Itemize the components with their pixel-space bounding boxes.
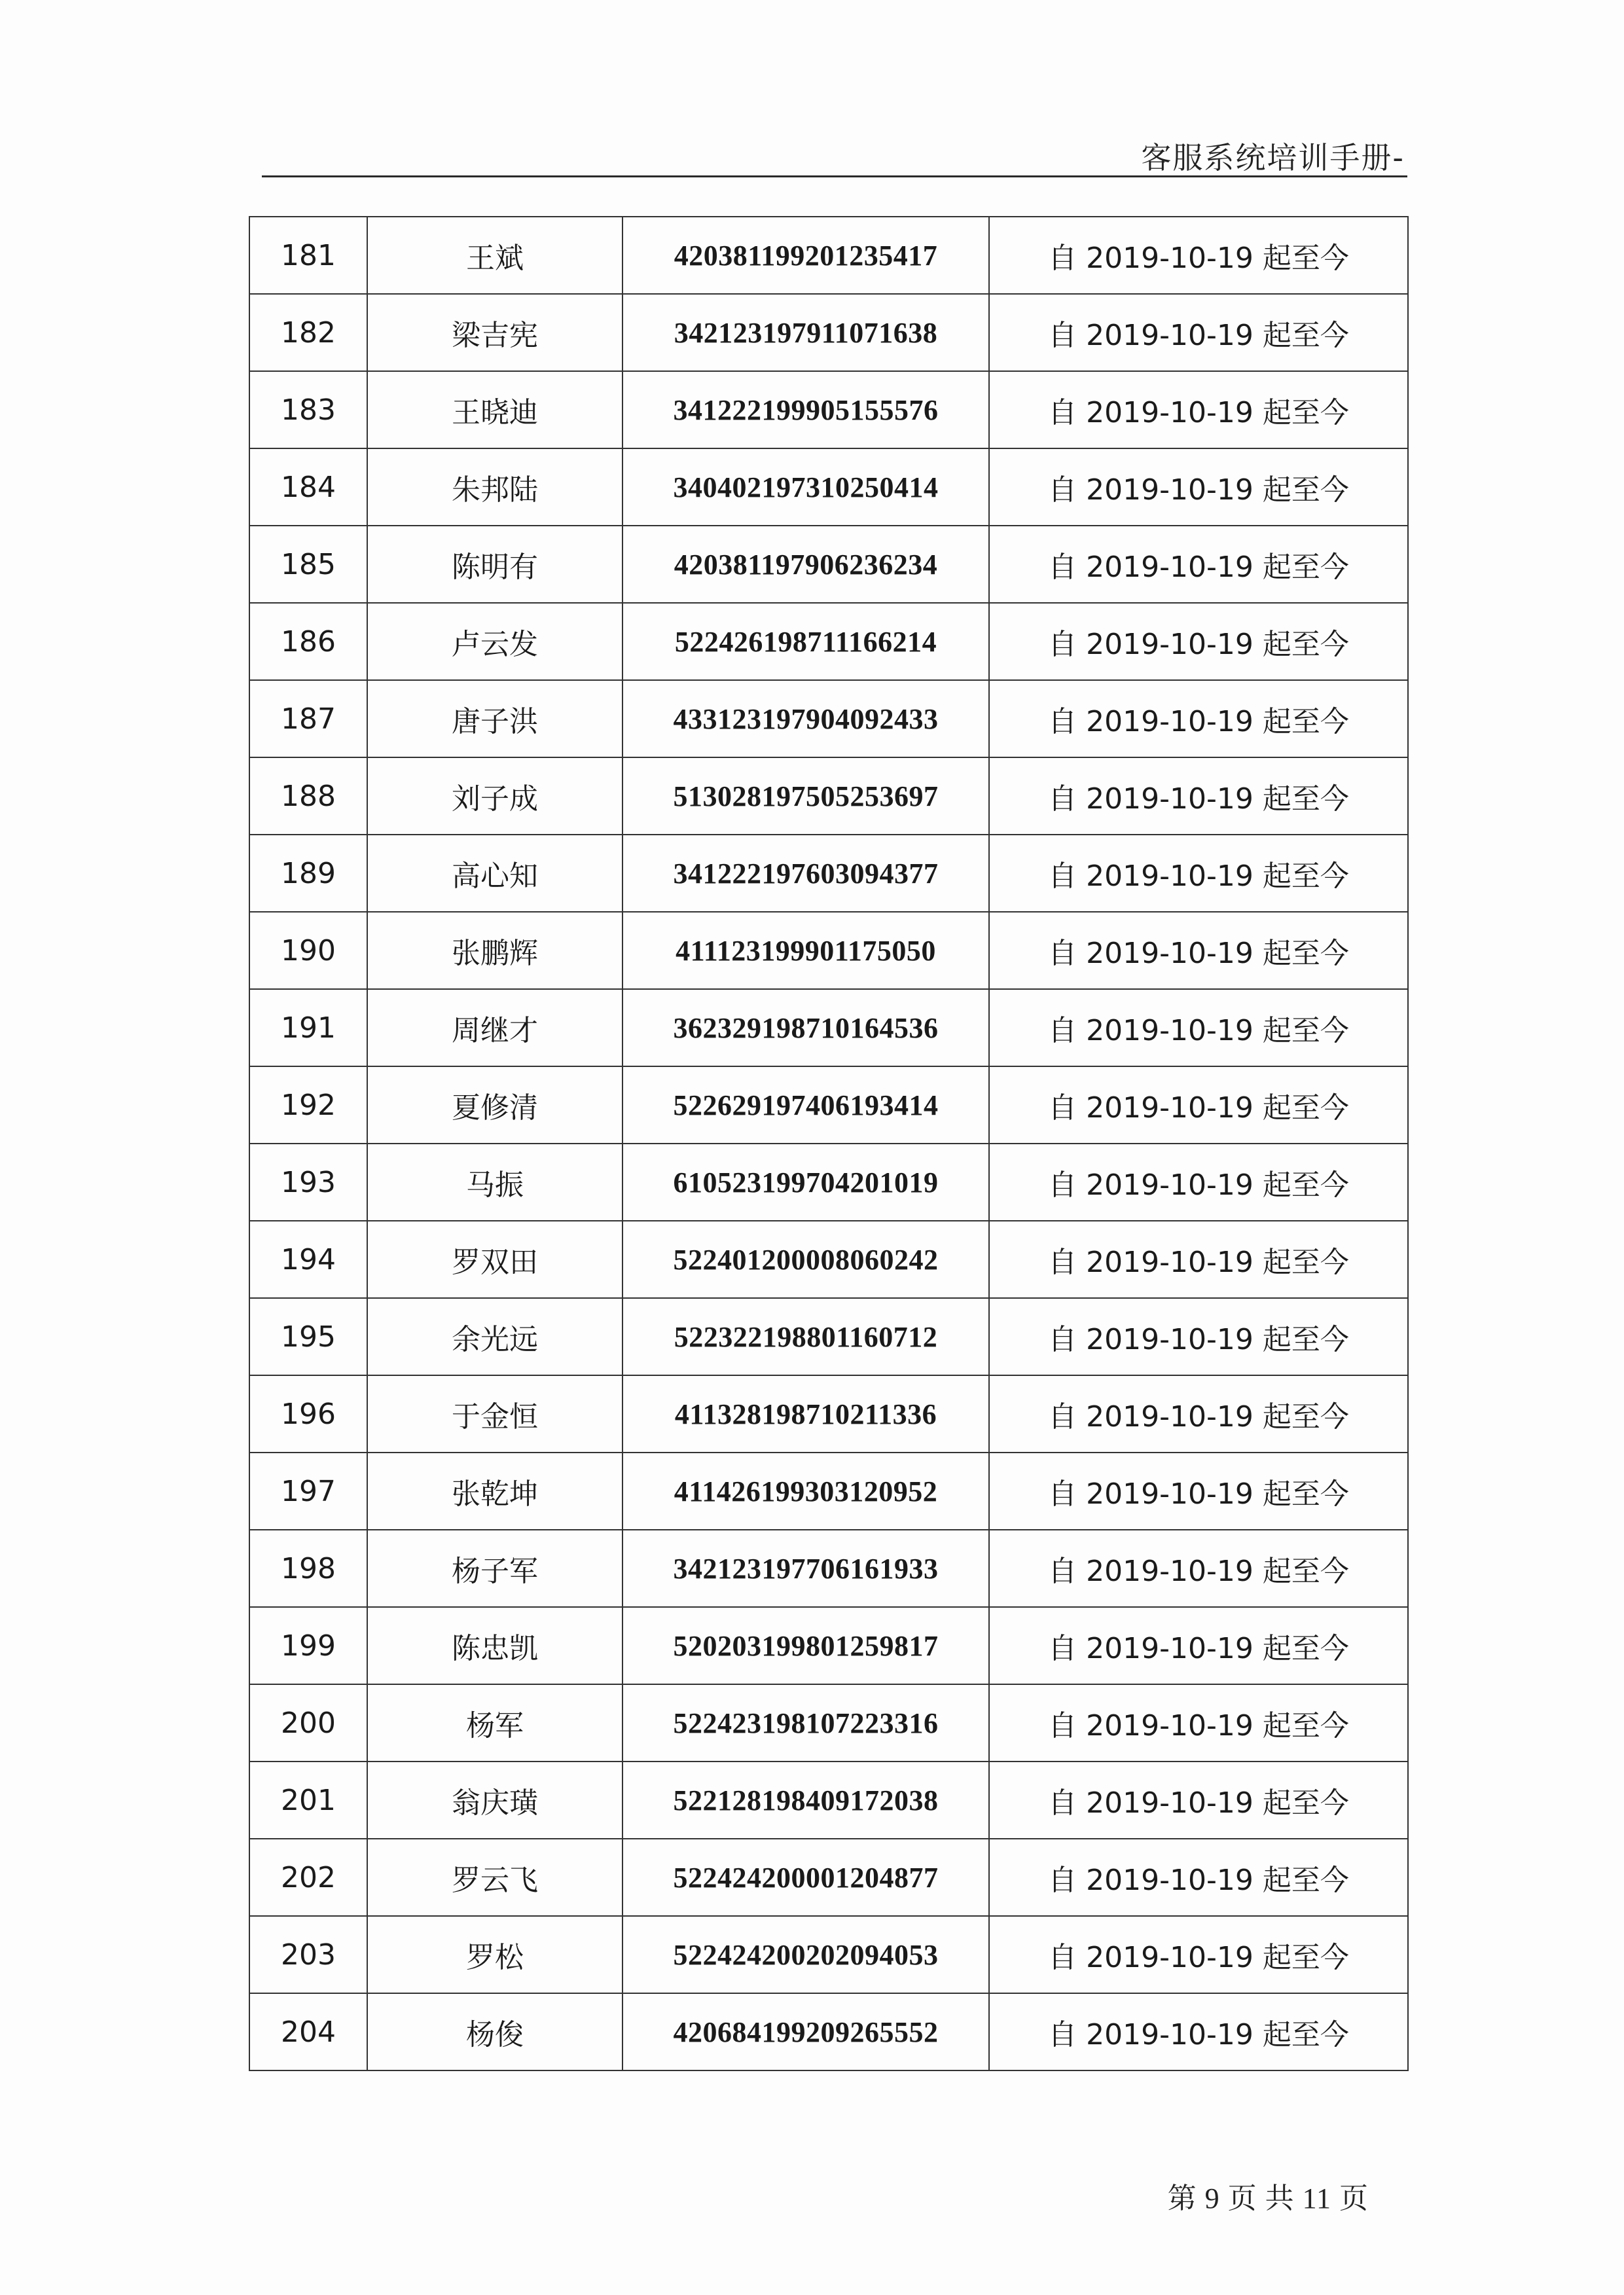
row-period-cell: 自 2019-10-19 起至今 — [989, 1066, 1408, 1144]
row-index-cell: 198 — [249, 1530, 367, 1607]
row-index-cell: 184 — [249, 448, 367, 526]
table-row — [249, 526, 1408, 603]
row-period-cell: 自 2019-10-19 起至今 — [989, 371, 1408, 448]
row-id-number-cell: 420381199201235417 — [623, 217, 989, 294]
row-index-cell: 187 — [249, 680, 367, 757]
table-row — [249, 989, 1408, 1066]
table-row — [249, 1375, 1408, 1453]
row-id-number-cell: 362329198710164536 — [623, 989, 989, 1066]
table-row — [249, 1221, 1408, 1298]
row-index-cell: 191 — [249, 989, 367, 1066]
row-index-cell: 197 — [249, 1453, 367, 1530]
row-name-cell: 杨子军 — [367, 1530, 623, 1607]
page-number: 第 9 页 共 11 页 — [1167, 2182, 1369, 2214]
row-index-cell: 185 — [249, 526, 367, 603]
row-id-number-cell: 522128198409172038 — [623, 1762, 989, 1839]
table-row — [249, 757, 1408, 835]
row-period-cell: 自 2019-10-19 起至今 — [989, 603, 1408, 680]
row-id-number-cell: 522322198801160712 — [623, 1298, 989, 1375]
row-index-cell: 181 — [249, 217, 367, 294]
row-index-cell: 193 — [249, 1144, 367, 1221]
table-row — [249, 835, 1408, 912]
row-index-cell: 201 — [249, 1762, 367, 1839]
row-id-number-cell: 342123197706161933 — [623, 1530, 989, 1607]
row-period-cell: 自 2019-10-19 起至今 — [989, 680, 1408, 757]
row-index-cell: 204 — [249, 1993, 367, 2070]
row-period-cell: 自 2019-10-19 起至今 — [989, 217, 1408, 294]
table-row — [249, 1993, 1408, 2070]
row-period-cell: 自 2019-10-19 起至今 — [989, 1530, 1408, 1607]
row-name-cell: 余光远 — [367, 1298, 623, 1375]
row-name-cell: 夏修清 — [367, 1066, 623, 1144]
row-id-number-cell: 520203199801259817 — [623, 1607, 989, 1684]
row-index-cell: 182 — [249, 294, 367, 371]
row-name-cell: 梁吉宪 — [367, 294, 623, 371]
row-id-number-cell: 610523199704201019 — [623, 1144, 989, 1221]
row-period-cell: 自 2019-10-19 起至今 — [989, 1839, 1408, 1916]
row-name-cell: 唐子洪 — [367, 680, 623, 757]
row-period-cell: 自 2019-10-19 起至今 — [989, 1762, 1408, 1839]
row-id-number-cell: 522401200008060242 — [623, 1221, 989, 1298]
row-period-cell: 自 2019-10-19 起至今 — [989, 1993, 1408, 2070]
table-row — [249, 294, 1408, 371]
row-name-cell: 罗松 — [367, 1916, 623, 1993]
table-row — [249, 217, 1408, 294]
row-name-cell: 朱邦陆 — [367, 448, 623, 526]
row-id-number-cell: 342123197911071638 — [623, 294, 989, 371]
row-name-cell: 王晓迪 — [367, 371, 623, 448]
row-id-number-cell: 411426199303120952 — [623, 1453, 989, 1530]
header-divider — [262, 175, 1407, 177]
row-name-cell: 高心知 — [367, 835, 623, 912]
row-index-cell: 196 — [249, 1375, 367, 1453]
row-period-cell: 自 2019-10-19 起至今 — [989, 1453, 1408, 1530]
row-id-number-cell: 522423198107223316 — [623, 1684, 989, 1762]
table-row — [249, 680, 1408, 757]
row-period-cell: 自 2019-10-19 起至今 — [989, 1607, 1408, 1684]
row-id-number-cell: 411328198710211336 — [623, 1375, 989, 1453]
row-index-cell: 203 — [249, 1916, 367, 1993]
row-name-cell: 杨俊 — [367, 1993, 623, 2070]
row-period-cell: 自 2019-10-19 起至今 — [989, 1375, 1408, 1453]
row-id-number-cell: 433123197904092433 — [623, 680, 989, 757]
table-row — [249, 448, 1408, 526]
row-id-number-cell: 420381197906236234 — [623, 526, 989, 603]
roster-table — [249, 216, 1409, 2071]
row-name-cell: 卢云发 — [367, 603, 623, 680]
row-id-number-cell: 340402197310250414 — [623, 448, 989, 526]
table-row — [249, 1530, 1408, 1607]
row-index-cell: 200 — [249, 1684, 367, 1762]
roster-table-body — [249, 217, 1408, 2070]
row-name-cell: 杨军 — [367, 1684, 623, 1762]
row-id-number-cell: 522629197406193414 — [623, 1066, 989, 1144]
row-name-cell: 周继才 — [367, 989, 623, 1066]
row-name-cell: 翁庆璜 — [367, 1762, 623, 1839]
row-period-cell: 自 2019-10-19 起至今 — [989, 1298, 1408, 1375]
table-row — [249, 1839, 1408, 1916]
row-id-number-cell: 522426198711166214 — [623, 603, 989, 680]
row-index-cell: 190 — [249, 912, 367, 989]
row-name-cell: 张乾坤 — [367, 1453, 623, 1530]
row-index-cell: 199 — [249, 1607, 367, 1684]
row-period-cell: 自 2019-10-19 起至今 — [989, 1684, 1408, 1762]
row-name-cell: 马振 — [367, 1144, 623, 1221]
row-index-cell: 186 — [249, 603, 367, 680]
row-index-cell: 188 — [249, 757, 367, 835]
row-name-cell: 王斌 — [367, 217, 623, 294]
row-name-cell: 张鹏辉 — [367, 912, 623, 989]
row-id-number-cell: 341222197603094377 — [623, 835, 989, 912]
row-index-cell: 192 — [249, 1066, 367, 1144]
table-row — [249, 1144, 1408, 1221]
table-row — [249, 1607, 1408, 1684]
table-row — [249, 1066, 1408, 1144]
row-index-cell: 202 — [249, 1839, 367, 1916]
row-index-cell: 195 — [249, 1298, 367, 1375]
row-id-number-cell: 411123199901175050 — [623, 912, 989, 989]
row-period-cell: 自 2019-10-19 起至今 — [989, 526, 1408, 603]
header-title: 客服系统培训手册- — [1141, 140, 1405, 175]
row-id-number-cell: 420684199209265552 — [623, 1993, 989, 2070]
row-period-cell: 自 2019-10-19 起至今 — [989, 448, 1408, 526]
row-index-cell: 183 — [249, 371, 367, 448]
row-id-number-cell: 513028197505253697 — [623, 757, 989, 835]
row-id-number-cell: 341222199905155576 — [623, 371, 989, 448]
row-index-cell: 194 — [249, 1221, 367, 1298]
row-name-cell: 陈忠凯 — [367, 1607, 623, 1684]
row-id-number-cell: 522424200202094053 — [623, 1916, 989, 1993]
row-name-cell: 罗云飞 — [367, 1839, 623, 1916]
row-period-cell: 自 2019-10-19 起至今 — [989, 912, 1408, 989]
row-period-cell: 自 2019-10-19 起至今 — [989, 989, 1408, 1066]
table-row — [249, 1916, 1408, 1993]
row-period-cell: 自 2019-10-19 起至今 — [989, 835, 1408, 912]
table-row — [249, 1684, 1408, 1762]
table-row — [249, 371, 1408, 448]
row-name-cell: 罗双田 — [367, 1221, 623, 1298]
table-row — [249, 603, 1408, 680]
row-period-cell: 自 2019-10-19 起至今 — [989, 1221, 1408, 1298]
row-index-cell: 189 — [249, 835, 367, 912]
row-id-number-cell: 522424200001204877 — [623, 1839, 989, 1916]
row-name-cell: 刘子成 — [367, 757, 623, 835]
table-row — [249, 1762, 1408, 1839]
row-period-cell: 自 2019-10-19 起至今 — [989, 757, 1408, 835]
table-row — [249, 1298, 1408, 1375]
row-name-cell: 于金恒 — [367, 1375, 623, 1453]
table-row — [249, 912, 1408, 989]
row-period-cell: 自 2019-10-19 起至今 — [989, 1916, 1408, 1993]
row-name-cell: 陈明有 — [367, 526, 623, 603]
row-period-cell: 自 2019-10-19 起至今 — [989, 1144, 1408, 1221]
table-row — [249, 1453, 1408, 1530]
row-period-cell: 自 2019-10-19 起至今 — [989, 294, 1408, 371]
